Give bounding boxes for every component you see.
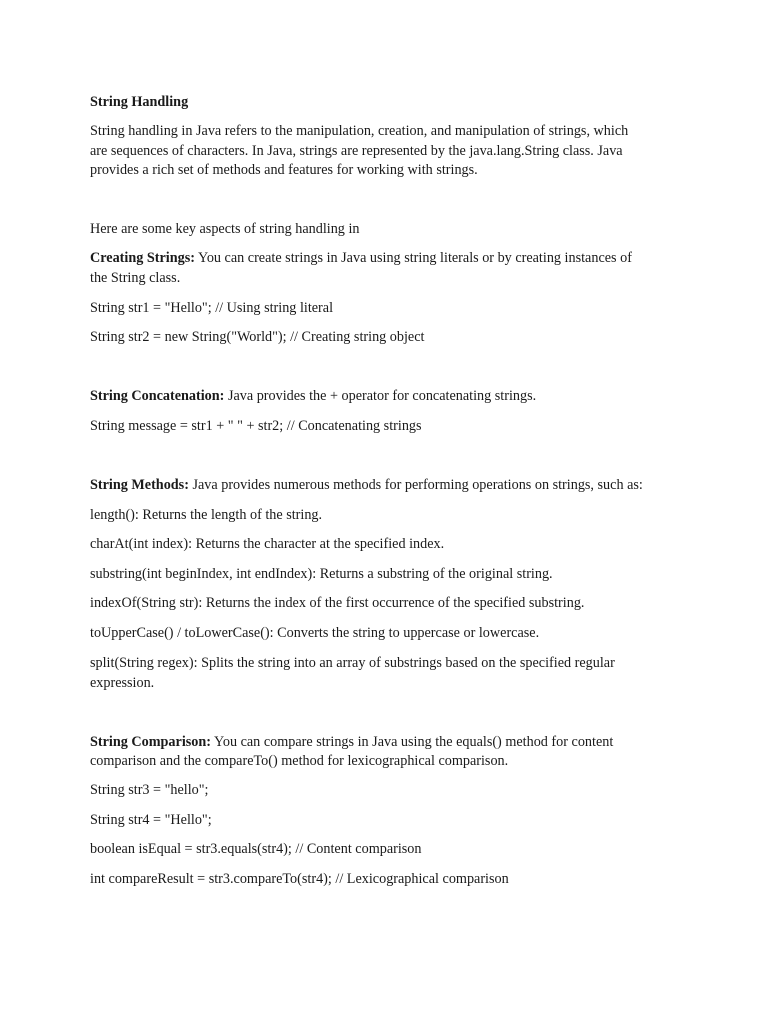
method-substring: substring(int beginIndex, int endIndex): Returns a substring of the original string. xyxy=(90,566,553,582)
code-compareresult: int compareResult = str3.compareTo(str4); // Lexicographical comparison xyxy=(90,871,509,887)
methods-text: Java provides numerous methods for performing operations on strings, such as: xyxy=(188,477,643,493)
comparison-heading: String Comparison: xyxy=(90,734,211,750)
method-split: split(String regex): Splits the string into an array of substrings based on the specified regular xyxy=(90,655,615,671)
methods-line xyxy=(90,476,690,496)
comparison-line-2: comparison and the compareTo() method for lexicographical comparison. xyxy=(90,753,509,769)
concatenation-heading: String Concatenation: xyxy=(90,388,225,404)
comparison-text: You can compare strings in Java using the equals() method for content xyxy=(211,734,614,750)
method-charat: charAt(int index): Returns the character at the specified index. xyxy=(90,536,445,552)
code-message: String message = str1 + " " + str2; // Concatenating strings xyxy=(90,418,422,434)
document-title: String Handling xyxy=(90,94,189,110)
method-indexof: indexOf(String str): Returns the index of the first occurrence of the specified substring. xyxy=(90,595,585,611)
comparison-line-1 xyxy=(90,733,690,753)
concatenation-line xyxy=(90,387,690,407)
methods-heading: String Methods: xyxy=(90,477,189,493)
intro-line-2: are sequences of characters. In Java, strings are represented by the java.lang.String class. Java xyxy=(90,143,623,159)
method-case: toUpperCase() / toLowerCase(): Converts the string to uppercase or lowercase. xyxy=(90,625,540,641)
code-isequal: boolean isEqual = str3.equals(str4); // Content comparison xyxy=(90,841,422,857)
creating-strings-heading: Creating Strings: xyxy=(90,250,195,266)
method-length: length(): Returns the length of the string. xyxy=(90,507,323,523)
intro-line-1: String handling in Java refers to the manipulation, creation, and manipulation of strings, which xyxy=(90,123,629,139)
method-split-cont: expression. xyxy=(90,675,155,691)
code-str3: String str3 = "hello"; xyxy=(90,782,209,798)
creating-strings-line-2: the String class. xyxy=(90,270,181,286)
creating-strings-text: You can create strings in Java using string literals or by creating instances of xyxy=(194,250,632,266)
aspects-intro: Here are some key aspects of string handling in xyxy=(90,221,360,237)
code-str1: String str1 = "Hello"; // Using string literal xyxy=(90,300,334,316)
code-str4: String str4 = "Hello"; xyxy=(90,812,212,828)
code-str2: String str2 = new String("World"); // Creating string object xyxy=(90,329,425,345)
creating-strings-line-1 xyxy=(90,249,690,269)
intro-line-3: provides a rich set of methods and features for working with strings. xyxy=(90,162,478,178)
concatenation-text: Java provides the + operator for concatenating strings. xyxy=(224,388,537,404)
